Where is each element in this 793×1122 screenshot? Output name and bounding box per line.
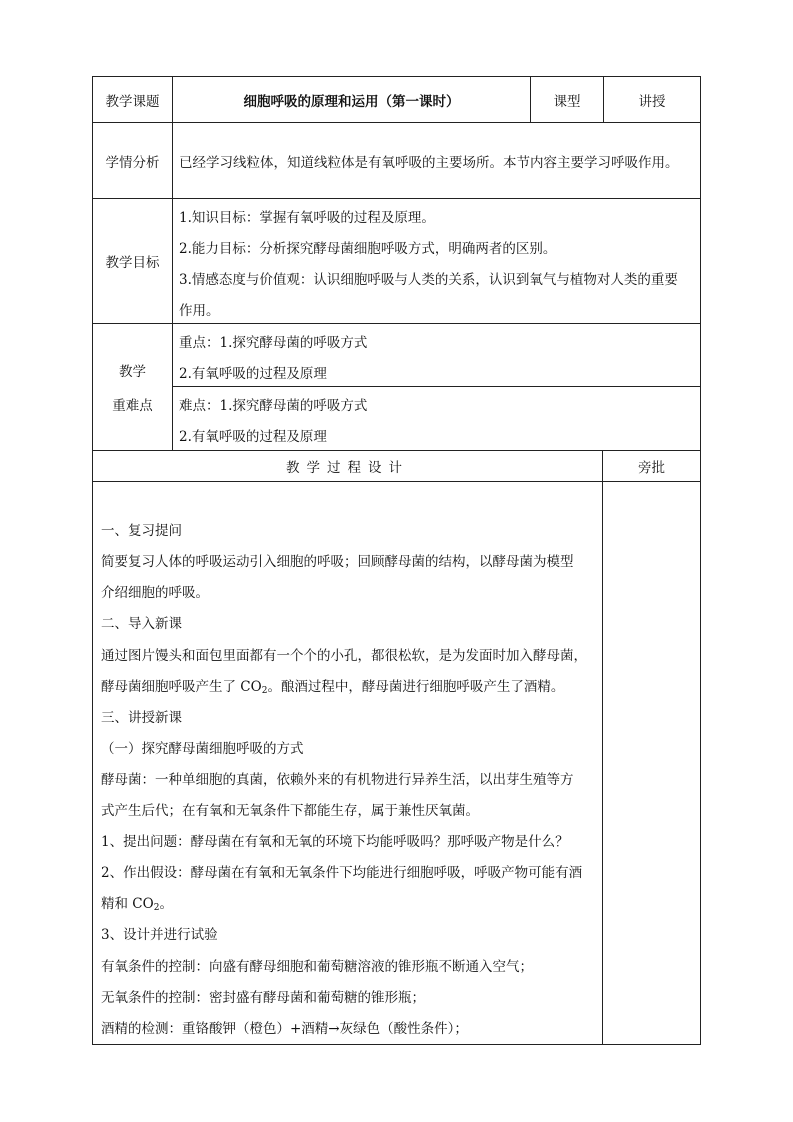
- text-run: 。: [159, 896, 173, 912]
- goal-line: 3.情感态度与价值观：认识细胞呼吸与人类的关系，认识到氧气与植物对人类的重要: [179, 272, 678, 288]
- goal-line: 作用。: [179, 303, 220, 319]
- process-line: [101, 892, 173, 913]
- process-line: 三、讲授新课: [101, 710, 182, 726]
- border-row2: [92, 198, 701, 199]
- lesson-type-label: 课型: [553, 93, 581, 110]
- process-line: 有氧条件的控制：向盛有酵母细胞和葡萄糖溶液的锥形瓶不断通入空气；: [101, 959, 533, 975]
- key-point-line: 重点：1.探究酵母菌的呼吸方式: [179, 335, 368, 351]
- difficult-point-line: 难点：1.探究酵母菌的呼吸方式: [179, 398, 368, 414]
- subscript: 2: [153, 903, 160, 913]
- topic-label: 教学课题: [105, 93, 160, 110]
- notes-header: 旁批: [638, 460, 665, 476]
- difficult-point-line: 2.有氧呼吸的过程及原理: [179, 429, 327, 445]
- process-line: 介绍细胞的呼吸。: [101, 585, 209, 601]
- goals-label: 教学目标: [105, 255, 160, 271]
- process-line: 简要复习人体的呼吸运动引入细胞的呼吸；回顾酵母菌的结构，以酵母菌为模型: [101, 554, 574, 570]
- goal-line: 2.能力目标：分析探究酵母菌细胞呼吸方式，明确两者的区别。: [179, 241, 557, 257]
- process-line: 通过图片馒头和面包里面都有一个个的小孔，都很松软，是为发面时加入酵母菌，: [101, 648, 587, 664]
- text-run: 精和 CO: [101, 896, 154, 912]
- keypoints-label-line: 重难点: [112, 398, 153, 414]
- lesson-type-value: 讲授: [638, 93, 666, 110]
- process-design-header: 教学过程设计: [286, 460, 409, 476]
- analysis-label: 学情分析: [105, 154, 160, 171]
- process-line: 1、提出问题：酵母菌在有氧和无氧的环境下均能呼吸吗？那呼吸产物是什么？: [101, 834, 569, 850]
- border-bottom: [92, 1044, 701, 1045]
- process-line: 3、设计并进行试验: [101, 927, 218, 943]
- border-row1: [92, 122, 701, 123]
- process-line: （一）探究酵母菌细胞呼吸的方式: [101, 741, 304, 757]
- key-point-line: 2.有氧呼吸的过程及原理: [179, 366, 327, 382]
- topic-title: 细胞呼吸的原理和运用（第一课时）: [243, 93, 460, 110]
- process-line: 2、作出假设：酵母菌在有氧和无氧条件下均能进行细胞呼吸，呼吸产物可能有酒: [101, 865, 583, 881]
- process-line: 一、复习提问: [101, 523, 182, 539]
- process-line: 酒精的检测：重铬酸钾（橙色）+酒精→灰绿色（酸性条件）；: [101, 1021, 468, 1037]
- analysis-text: 已经学习线粒体，知道线粒体是有氧呼吸的主要场所。本节内容主要学习呼吸作用。: [179, 155, 679, 171]
- border-row5: [92, 481, 701, 482]
- border-right: [700, 76, 701, 1045]
- border-notes-col: [602, 450, 603, 1045]
- border-row4-inner: [172, 386, 701, 387]
- process-line: 无氧条件的控制：密封盛有酵母菌和葡萄糖的锥形瓶；: [101, 990, 425, 1006]
- keypoints-label-line: 教学: [119, 364, 146, 380]
- goal-line: 1.知识目标：掌握有氧呼吸的过程及原理。: [179, 210, 435, 226]
- process-line: [101, 675, 564, 696]
- border-label-col: [172, 76, 173, 451]
- keypoints-label: [93, 324, 172, 450]
- subscript: 2: [261, 686, 268, 696]
- text-run: 酵母菌细胞呼吸产生了 CO: [101, 679, 262, 695]
- text-run: 。酿酒过程中，酵母菌进行细胞呼吸产生了酒精。: [267, 679, 565, 695]
- process-line: 酵母菌：一种单细胞的真菌，依赖外来的有机物进行异养生活，以出芽生殖等方: [101, 772, 574, 788]
- process-line: 式产生后代；在有氧和无氧条件下都能生存，属于兼性厌氧菌。: [101, 803, 479, 819]
- border-row3: [92, 323, 701, 324]
- process-line: 二、导入新课: [101, 616, 182, 632]
